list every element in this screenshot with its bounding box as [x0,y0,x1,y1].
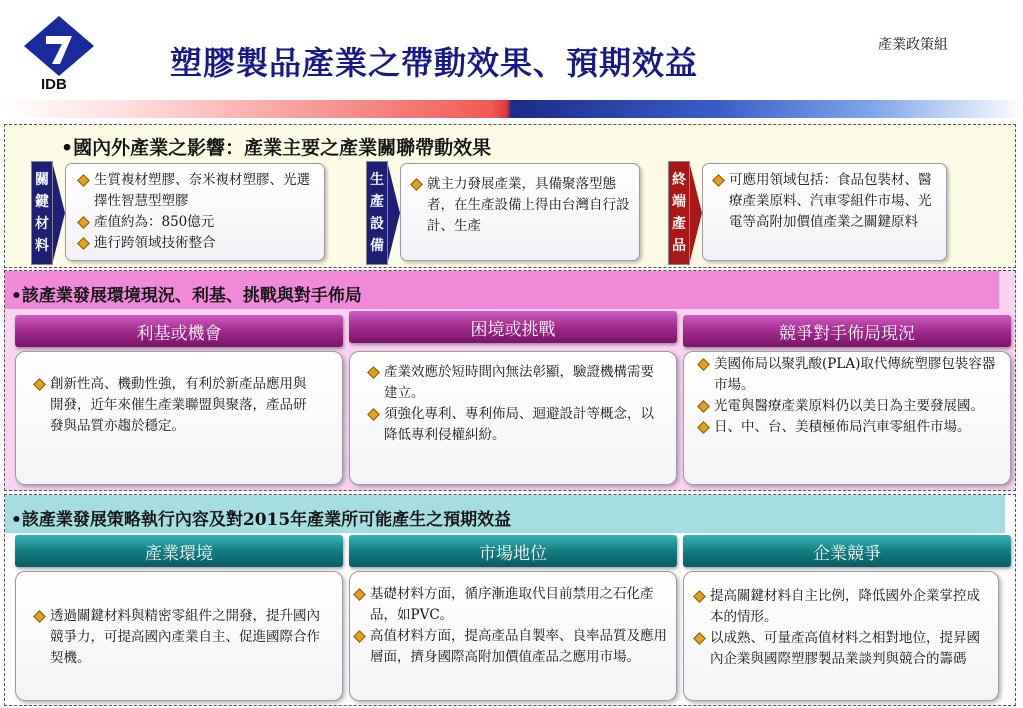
market-position-box [349,571,677,701]
list-item: 基礎材料方面，循序漸進取代目前禁用之石化產品，如PVC。 [352,584,674,626]
opportunities-box [15,351,343,485]
header-divider [0,100,1023,118]
list-item: 生質複材塑膠、奈米複材塑膠、光選擇性智慧型塑膠 [76,170,320,212]
tab-production-equipment: 生 產 設 備 [366,161,388,265]
tab-key-materials: 關 鍵 材 料 [31,161,53,265]
section-industry-linkage [4,124,1016,268]
end-products-card [702,163,947,261]
list-item: 產業效應於短時間內無法彰顯，驗證機構需要建立。 [366,362,662,404]
list-item: 創新性高、機動性強，有利於新產品應用與開發，近年來催生產業聯盟與聚落，產品研發與品質亦趨於穩定。 [32,374,318,437]
challenges-box [349,351,677,485]
page-title: 塑膠製品產業之帶動效果、預期效益 [170,44,699,82]
tab-end-products: 終 端 產 品 [668,161,690,265]
section-heading: •該產業發展策略執行內容及對2015年產業所可能產生之預期效益 [11,510,512,530]
list-item: 光電與醫療產業原料仍以美日為主要發展國。 [696,396,1002,417]
section-environment-challenges [4,270,1016,491]
tab-arrow [388,165,400,261]
tab-arrow [53,165,65,261]
section-heading: •該產業發展環境現況、利基、挑戰與對手佈局 [11,286,362,306]
list-item: 進行跨領域技術整合 [76,233,320,254]
department-label: 產業政策組 [878,37,948,53]
list-item: 日、中、台、美積極佈局汽車零組件市場。 [696,417,1002,438]
tab-opportunities: 利基或機會 [15,315,343,347]
list-item: 透過關鍵材料與精密零組件之開發，提升國內競爭力，可提高國內產業自主、促進國際合作契機。 [32,606,322,669]
industry-environment-box [15,571,343,701]
list-item: 須強化專利、專利佈局、迴避設計等概念，以降低專利侵權糾紛。 [366,404,662,446]
list-item: 高值材料方面，提高產品自製率、良率品質及應用層面，擠身國際高附加價值產品之應用市場。 [352,626,674,668]
tab-challenges: 困境或挑戰 [349,311,677,343]
key-materials-card [65,163,325,261]
section-strategy-benefits [4,494,1016,706]
section-heading: •國內外產業之影響：產業主要之產業關聯帶動效果 [61,137,492,159]
list-item: 就主力發展產業，具備聚落型態者，在生產設備上得由台灣自行設計、生產 [409,174,633,237]
list-item: 以成熟、可量產高值材料之相對地位，提昇國內企業與國際塑膠製品業談判與競合的籌碼 [692,628,992,670]
list-item: 可應用領域包括：食品包裝材、醫療產業原料、汽車零組件市場、光電等高附加價值產業之關鍵原料 [711,170,941,233]
production-equipment-card [400,163,640,261]
tab-market-position: 市場地位 [349,535,677,567]
list-item: 提高關鍵材料自主比例，降低國外企業掌控成本的情形。 [692,586,992,628]
tab-competitors: 競爭對手佈局現況 [683,315,1011,347]
enterprise-competition-box [683,571,999,701]
list-item: 美國佈局以聚乳酸(PLA)取代傳統塑膠包裝容器市場。 [696,354,1002,396]
logo-text: IDB [41,76,67,93]
tab-arrow [690,165,702,261]
list-item: 產值約為：850億元 [76,212,320,233]
tab-enterprise-competition: 企業競爭 [683,535,1011,567]
competitors-box [683,351,1011,485]
tab-industry-environment: 產業環境 [15,535,343,567]
